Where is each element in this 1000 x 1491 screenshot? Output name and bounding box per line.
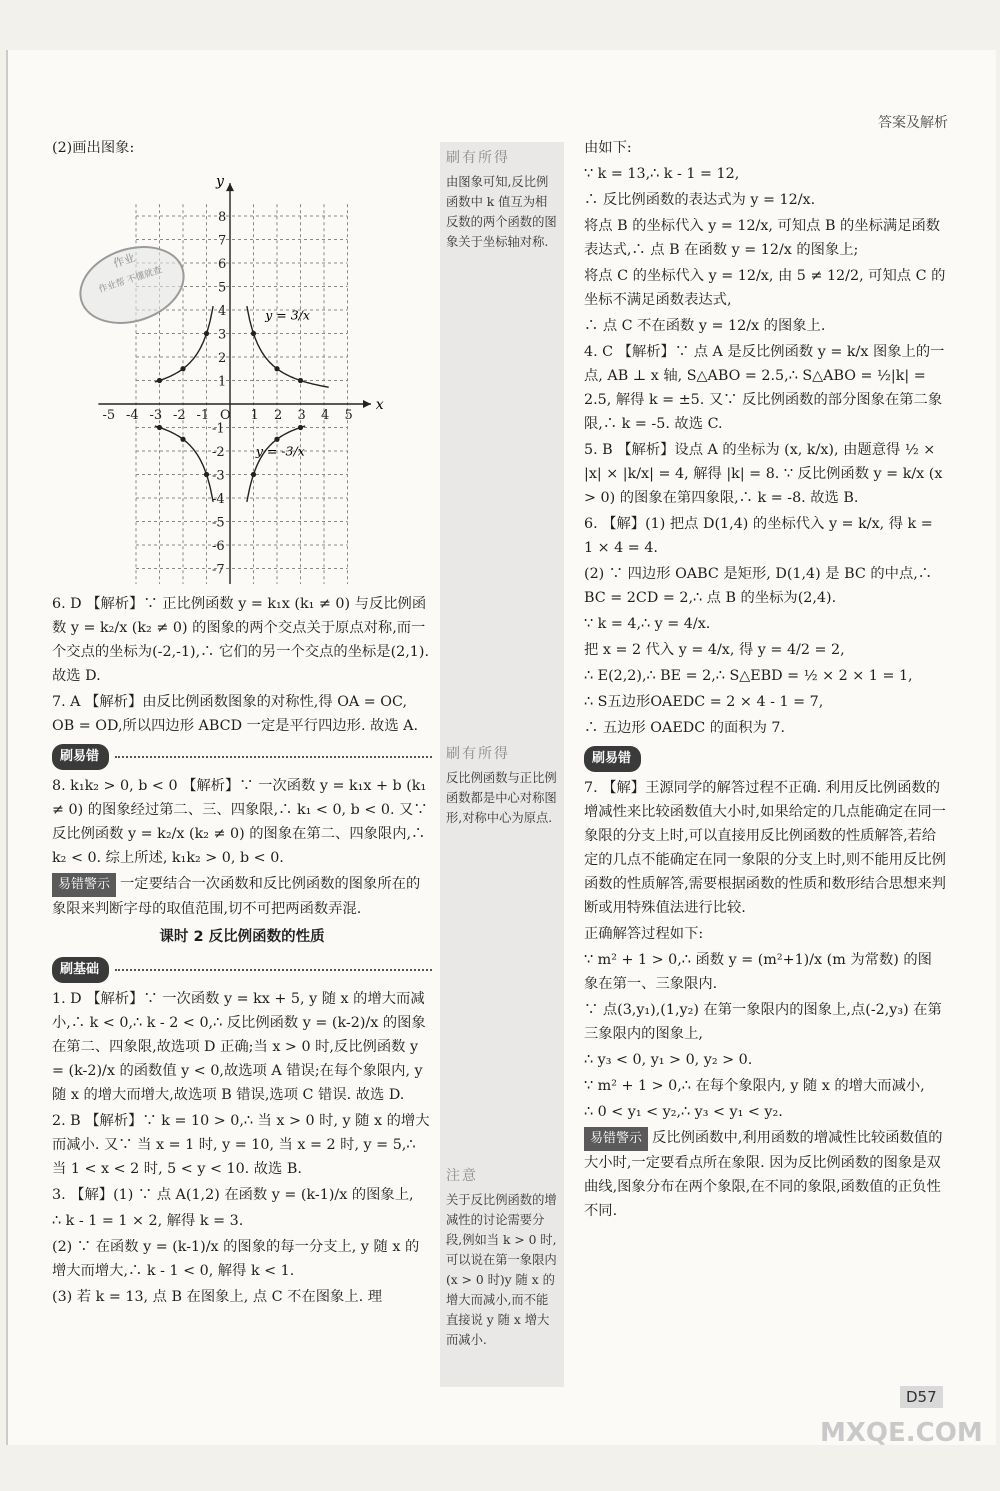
- answer-6: 6. D 【解析】∵ 正比例函数 y = k₁x (k₁ ≠ 0) 与反比例函数 y = k₂/x (k₂ ≠ 0) 的图象的两个交点关于原点对称,而一个交点的坐标为(-2,-1),∴ 它们的另一个交点的坐标是(2,1). 故选 D.: [52, 596, 430, 684]
- answer-1: 1. D 【解析】∵ 一次函数 y = kx + 5, y 随 x 的增大而减小,∴ k < 0,∴ k - 2 < 0,∴ 反比例函数 y = (k-2)/x 的图象在第二、四象限,故选项 D 正确;当 x > 0 时,反比例函数 y = (k-2)/x 的函数值 y < 0,故选项 A 错误;在每个象限内, y 随 x 的增大而增大,故选项 B 错误,选项 C 错误. 故选 D.: [52, 991, 426, 1103]
- reason-1: 由如下:: [584, 140, 632, 156]
- sidebar-note-1: [440, 142, 564, 754]
- reason-2: ∵ k = 13,∴ k - 1 = 12,: [584, 166, 740, 182]
- sidebar-text: 关于反比例函数的增减性的讨论需要分段,例如当 k > 0 时,可以说在第一象限内(x > 0 时)y 随 x 的增大而减小,而不能直接说 y 随 x 增大而减小.: [446, 1193, 557, 1347]
- site-watermark: MXQE.COM: [820, 1418, 983, 1448]
- answer-3d: (3) 若 k = 13, 点 B 在图象上, 点 C 不在图象上. 理: [52, 1289, 383, 1305]
- page-number: D57: [900, 1386, 943, 1408]
- answer-6e: ∴ E(2,2),∴ BE = 2,∴ S△EBD = ½ × 2 × 1 = 1,: [584, 668, 913, 684]
- dotted-divider: [115, 969, 432, 971]
- y-axis-arrow: [226, 183, 234, 191]
- graph-point: [274, 437, 279, 442]
- graph-point: [180, 437, 185, 442]
- answer-6d: 把 x = 2 代入 y = 4/x, 得 y = 4/2 = 2,: [584, 642, 845, 658]
- answer-3c: (2) ∵ 在函数 y = (k-1)/x 的图象的每一分支上, y 随 x 的增大而增大,∴ k - 1 < 0, 解得 k < 1.: [52, 1239, 420, 1279]
- x-tick-label: 3: [297, 408, 306, 423]
- y-tick-label: -6: [212, 539, 225, 554]
- answer-6c: ∵ k = 4,∴ y = 4/x.: [584, 616, 711, 632]
- right-column: [584, 136, 946, 1225]
- y-axis-label: y: [216, 173, 224, 190]
- graph-point: [251, 331, 256, 336]
- sidebar-text: 反比例函数与正比例函数都是中心对称图形,对称中心为原点.: [446, 771, 557, 825]
- section-jichu: [52, 953, 432, 987]
- y-tick-label: -7: [212, 562, 225, 578]
- warning-text: 反比例函数中,利用函数的增减性比较函数值的大小时,一定要看点所在象限. 因为反比例函数的图象是双曲线,图象分布在两个象限,在不同的象限,函数值的正负性不同.: [584, 1130, 943, 1219]
- y-tick-label: 2: [218, 351, 227, 366]
- homework-stamp-logo: 作业 作业帮 不懂就查: [69, 233, 195, 337]
- header-label: 答案及解析: [878, 115, 948, 131]
- answer-3a: 3. 【解】(1) ∵ 点 A(1,2) 在函数 y = (k-1)/x 的图象上,: [52, 1187, 414, 1203]
- y-tick-label: 5: [218, 280, 227, 296]
- x-tick-label: -2: [173, 408, 186, 423]
- answer-7c: ∵ m² + 1 > 0,∴ 函数 y = (m²+1)/x (m 为常数) 的图象在第一、三象限内.: [584, 952, 932, 992]
- x-tick-label: 5: [344, 408, 353, 423]
- reason-3: ∴ 反比例函数的表达式为 y = 12/x.: [584, 192, 816, 208]
- graph-point: [298, 425, 303, 430]
- answer-6f: ∴ S五边形OAEDC = 2 × 4 - 1 = 7,: [584, 694, 824, 710]
- warning-note-1: [52, 872, 432, 921]
- answer-6a: 6. 【解】(1) 把点 D(1,4) 的坐标代入 y = k/x, 得 k = 1 × 4 = 4.: [584, 516, 933, 556]
- graph-point: [274, 366, 279, 371]
- graph-point: [251, 472, 256, 477]
- x-tick-label: O: [220, 408, 231, 423]
- y-tick-label: -1: [212, 421, 225, 437]
- x-tick-label: -5: [102, 408, 116, 423]
- answer-7a: 7. 【解】王源同学的解答过程不正确. 利用反比例函数的增减性来比较函数值大小时,如果给定的几点能确定在同一象限的分支上时,可以直接用反比例函数的性质解答,若给定的几点不能确定在同一象限的分支上时,则不能用反比例函数的性质解答,需要根据函数的性质和数形结合思想来判断或用特殊值法进行比较.: [584, 780, 946, 916]
- x-tick-label: -3: [149, 408, 163, 423]
- y-tick-label: -4: [212, 492, 225, 507]
- y-tick-label: -2: [212, 445, 225, 460]
- y-tick-label: 6: [218, 257, 227, 272]
- sidebar-note-3: [440, 1160, 564, 1387]
- graph-point: [204, 331, 209, 336]
- sidebar-note-2: [440, 738, 564, 1168]
- y-tick-label: 4: [218, 304, 227, 319]
- y-tick-label: 3: [218, 327, 227, 343]
- answer-7: 7. A 【解析】由反比例函数图象的对称性,得 OA = OC, OB = OD,所以四边形 ABCD 一定是平行四边形. 故选 A.: [52, 694, 419, 734]
- y-tick-label: 1: [218, 374, 227, 390]
- y-tick-label: 7: [218, 233, 227, 249]
- x-tick-label: 1: [250, 408, 259, 423]
- x-tick-label: -1: [196, 408, 210, 423]
- answer-6b: (2) ∵ 四边形 OABC 是矩形, D(1,4) 是 BC 的中点,∴ BC = 2CD = 2,∴ 点 B 的坐标为(2,4).: [584, 566, 933, 606]
- warning-text: 一定要结合一次函数和反比例函数的图象所在的象限来判断字母的取值范围,切不可把两函数弄混.: [52, 876, 421, 917]
- graph-svg: [52, 164, 432, 584]
- x-axis-label: x: [375, 397, 384, 413]
- sidebar-title: 注意: [446, 1168, 478, 1184]
- dotted-divider: [115, 756, 432, 758]
- answer-7e: ∴ y₃ < 0, y₁ > 0, y₂ > 0.: [584, 1052, 753, 1068]
- warning-tag: 易错警示: [584, 1127, 648, 1151]
- answer-8: 8. k₁k₂ > 0, b < 0 【解析】∵ 一次函数 y = k₁x + b (k₁ ≠ 0) 的图象经过第二、三、四象限,∴ k₁ < 0, b < 0. 又∵ 反比例函数 y = k₂/x (k₂ ≠ 0) 的图象在第二、四象限内,∴ k₂ < 0. 综上所述, k₁k₂ > 0, b < 0.: [52, 778, 428, 866]
- answer-4: 4. C 【解析】∵ 点 A 是反比例函数 y = k/x 图象上的一点, AB ⊥ x 轴, S△ABO = 2.5,∴ S△ABO = ½|k| = 2.5, 解得 k = ±5. 又∵ 反比例函数的部分图象在第二象限,∴ k = -5. 故选 C.: [584, 344, 945, 432]
- warning-tag: 易错警示: [52, 873, 116, 897]
- graph-point: [180, 366, 185, 371]
- reason-4: 将点 B 的坐标代入 y = 12/x, 可知点 B 的坐标满足函数表达式,∴ 点 B 在函数 y = 12/x 的图象上;: [584, 218, 941, 258]
- x-tick-label: 2: [274, 408, 283, 423]
- sidebar-text: 由图象可知,反比例函数中 k 值互为相反数的两个函数的图象关于坐标轴对称.: [446, 175, 557, 249]
- answer-5: 5. B 【解析】设点 A 的坐标为 (x, k/x), 由题意得 ½ × |x| × |k/x| = 4, 解得 |k| = 8. ∵ 反比例函数 y = k/x (x > 0) 的图象在第四象限,∴ k = -8. 故选 B.: [584, 442, 943, 506]
- graph-point: [204, 472, 209, 477]
- graph-intro: (2)画出图象:: [52, 140, 135, 156]
- reason-6: ∴ 点 C 不在函数 y = 12/x 的图象上.: [584, 318, 826, 334]
- answer-7b: 正确解答过程如下:: [584, 926, 704, 942]
- answer-7d: ∵ 点(3,y₁),(1,y₂) 在第一象限内的图象上,点(-2,y₃) 在第三象限内的图象上,: [584, 1002, 942, 1042]
- function-graph: [52, 164, 432, 584]
- section-tab: 刷易错: [52, 744, 109, 770]
- warning-note-2: [584, 1126, 946, 1223]
- section-yicuo-left: [52, 740, 432, 774]
- y-tick-label: -5: [212, 515, 225, 531]
- answer-7g: ∴ 0 < y₁ < y₂,∴ y₃ < y₁ < y₂.: [584, 1104, 783, 1120]
- x-axis-arrow: [363, 400, 371, 408]
- section-tab: 刷基础: [52, 957, 109, 983]
- answer-7f: ∵ m² + 1 > 0,∴ 在每个象限内, y 随 x 的增大而减小,: [584, 1078, 925, 1094]
- section-tab: 刷易错: [584, 746, 641, 772]
- section-yicuo-right: [584, 742, 946, 776]
- y-tick-label: 8: [218, 210, 227, 225]
- answer-6g: ∴ 五边形 OAEDC 的面积为 7.: [584, 720, 786, 736]
- y-tick-label: -3: [212, 468, 225, 484]
- x-tick-label: 4: [321, 408, 330, 423]
- answer-2: 2. B 【解析】∵ k = 10 > 0,∴ 当 x > 0 时, y 随 x 的增大而减小. 又∵ 当 x = 1 时, y = 10, 当 x = 2 时, y = 5,∴ 当 1 < x < 2 时, 5 < y < 10. 故选 B.: [52, 1113, 430, 1177]
- curve-label-negative: y = -3/x: [255, 443, 305, 459]
- answer-3b: ∴ k - 1 = 1 × 2, 解得 k = 3.: [52, 1213, 244, 1229]
- sidebar-title: 刷有所得: [446, 150, 510, 166]
- graph-point: [157, 378, 162, 383]
- sidebar-title: 刷有所得: [446, 746, 510, 762]
- reason-5: 将点 C 的坐标代入 y = 12/x, 由 5 ≠ 12/2, 可知点 C 的坐标不满足函数表达式,: [584, 268, 946, 308]
- x-tick-label: -4: [126, 408, 139, 423]
- curve-label-positive: y = 3/x: [265, 307, 310, 323]
- graph-point: [157, 425, 162, 430]
- graph-point: [298, 378, 303, 383]
- lesson-title: 课时 2 反比例函数的性质: [159, 929, 325, 945]
